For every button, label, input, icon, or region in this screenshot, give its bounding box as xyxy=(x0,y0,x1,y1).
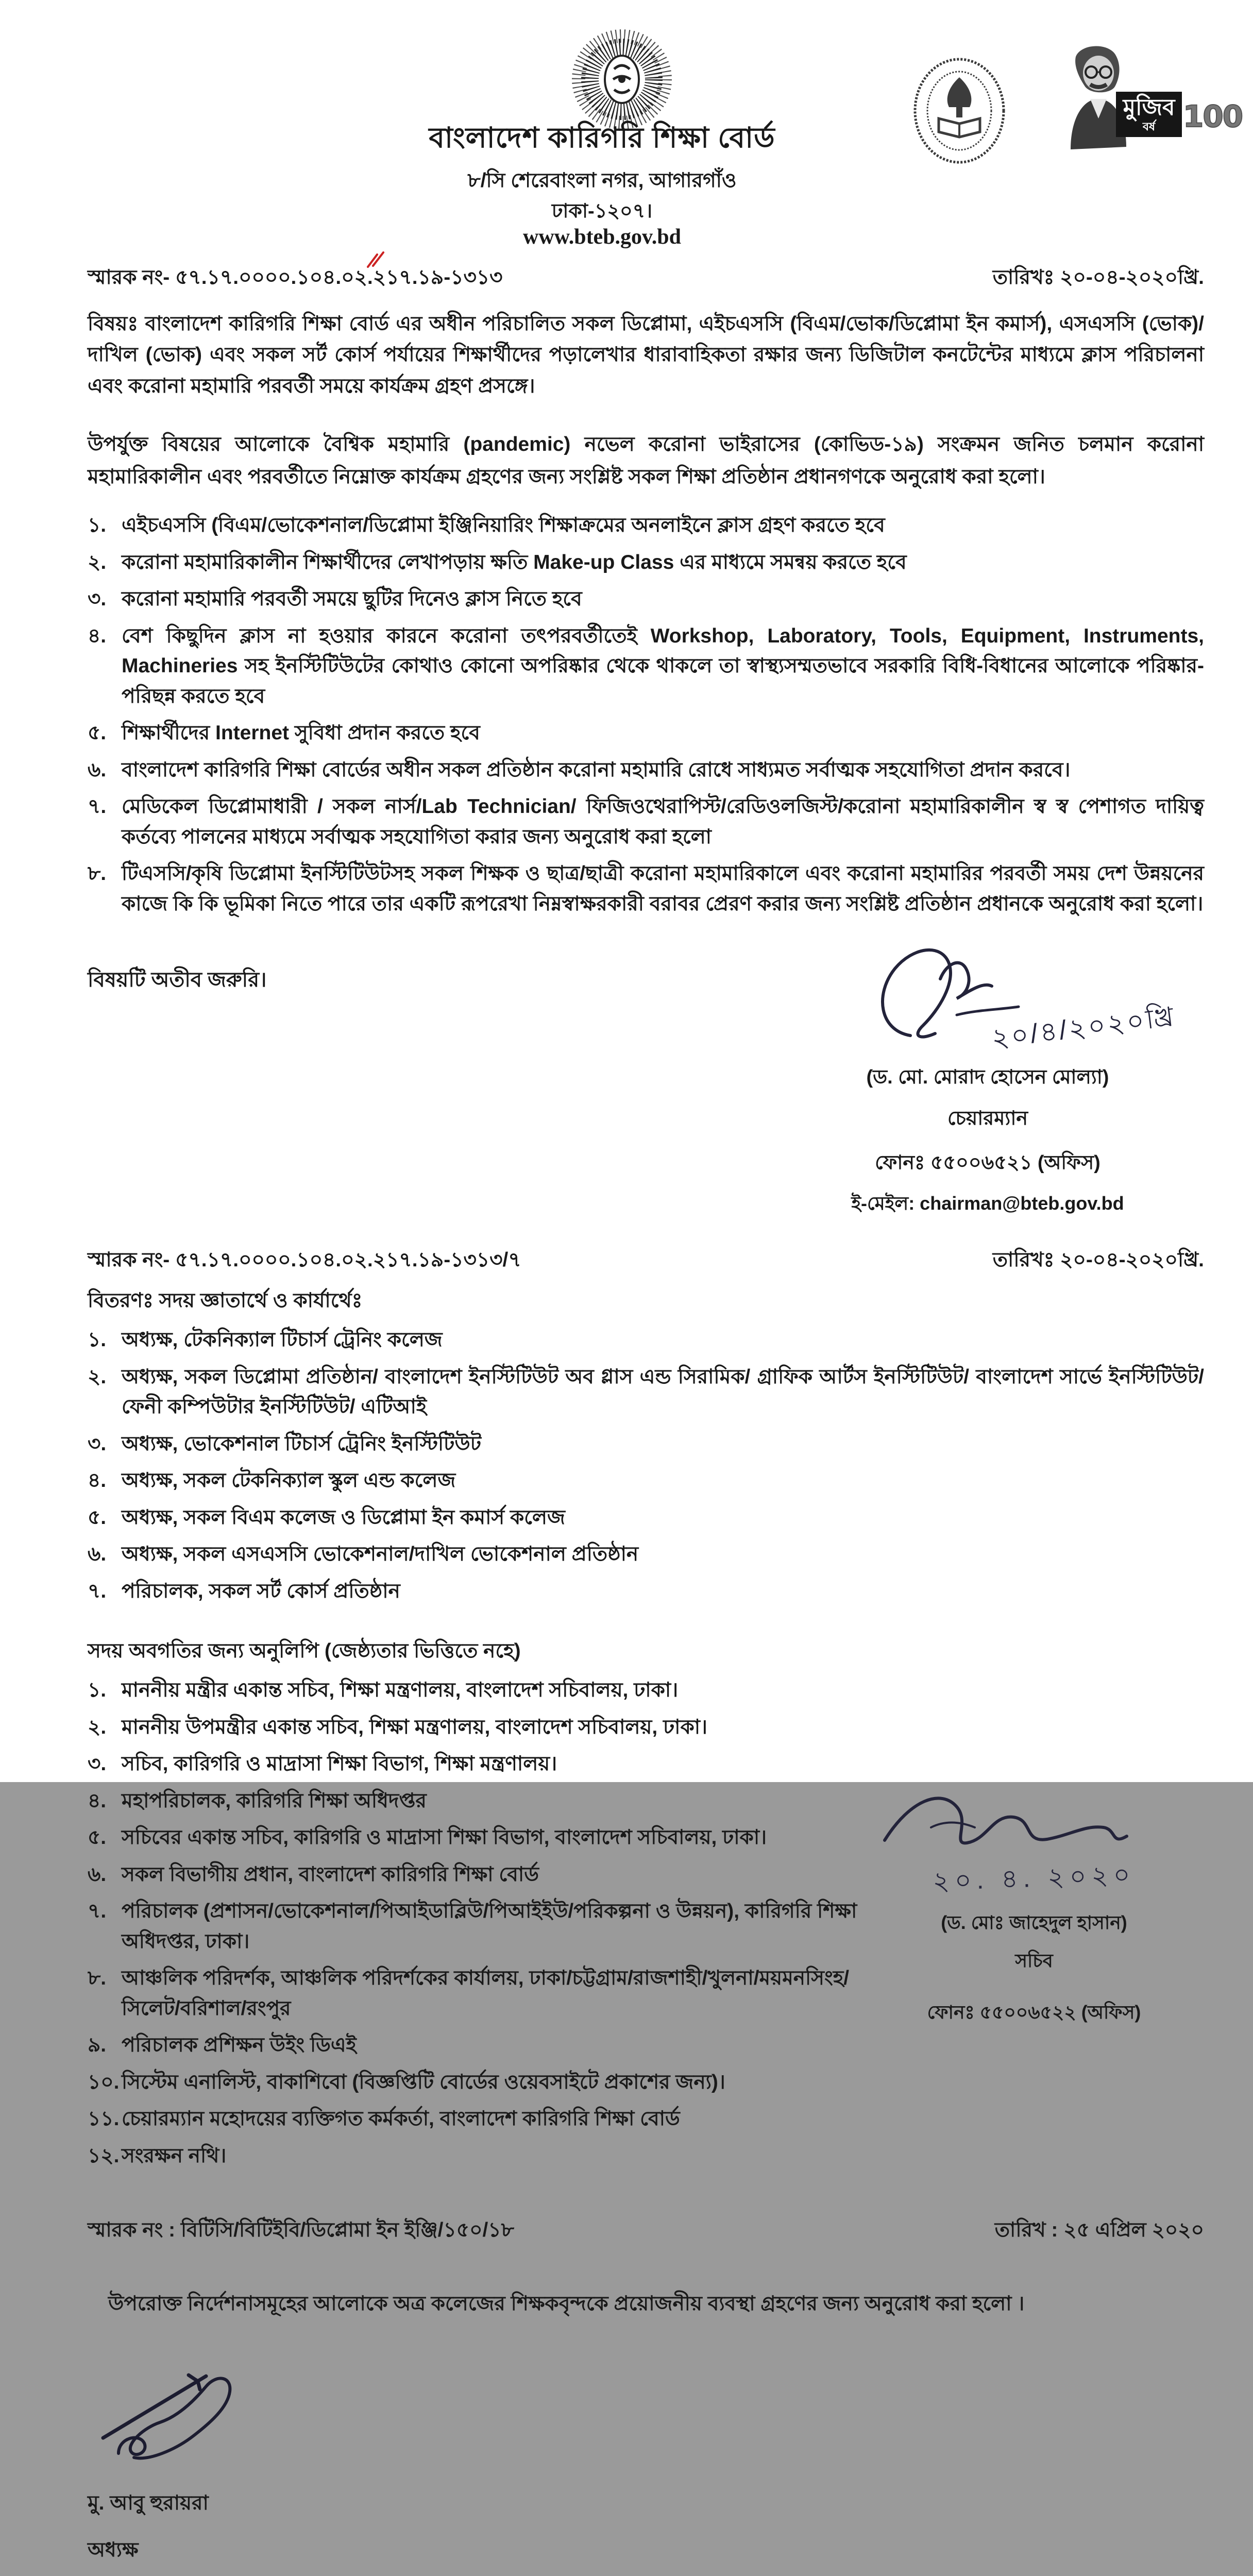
distribution-item xyxy=(88,1466,1204,1496)
copy-number: ৩. xyxy=(88,1753,107,1775)
directive-number: ৭. xyxy=(88,795,107,818)
copies-list xyxy=(88,1675,860,2171)
memo-row-2 xyxy=(88,1244,1204,1278)
secretary-signature xyxy=(869,1778,1137,1866)
copy-item xyxy=(88,2104,860,2134)
mujib-100-number: 100 xyxy=(1183,99,1243,134)
education-board-emblem-icon xyxy=(912,56,1007,166)
copy-number: ৬. xyxy=(88,1863,107,1886)
copy-item xyxy=(88,1675,860,1706)
subject-line: বিষয়ঃ বাংলাদেশ কারিগরি শিক্ষা বোর্ড এর অধীন পরিচালিত সকল ডিপ্লোমা, এইচএসসি (বিএম/ভোক/ডিপ্লোমা ইন কমার্স), এসএসসি (ভোক)/দাখিল (ভোক) এবং সকল সর্ট কোর্স পর্যায়ের শিক্ষার্থীদের পড়ালেখার ধারাবাহিকতা রক্ষার জন্য ডিজিটাল কনটেন্টের মাধ্যমে ক্লাস পরিচালনা এবং করোনা মহামারি পরবর্তী সময়ে কার্যক্রম গ্রহণ প্রসঙ্গে। xyxy=(88,313,1204,397)
distribution-item xyxy=(88,1577,1204,1607)
red-tick-mark xyxy=(366,251,386,269)
principal-title: অধ্যক্ষ xyxy=(88,2539,139,2562)
memo-number-3: স্মারক নং : বিটিসি/বিটিইবি/ডিপ্লোমা ইন ইঞ্জি/১৫০/১৮ xyxy=(88,2219,514,2242)
memo-date-1: তারিখঃ ২০-০৪-২০২০খ্রি. xyxy=(992,266,1204,289)
distribution-item xyxy=(88,1503,1204,1533)
directive-text: বাংলাদেশ কারিগরি শিক্ষা বোর্ডের অধীন সকল প্রতিষ্ঠান করোনা মহামারি রোধে সাধ্যমত সর্বাত্মক সহযোগিতা প্রদান করবে। xyxy=(122,758,1071,781)
copy-number: ৫. xyxy=(88,1826,107,1849)
distribution-item xyxy=(88,1539,1204,1570)
directive-item xyxy=(88,621,1204,712)
copy-number: ২. xyxy=(88,1716,107,1738)
directive-item xyxy=(88,859,1204,919)
intro-paragraph: উপর্যুক্ত বিষয়ের আলোকে বৈশ্বিক মহামারি (pandemic) নভেল করোনা ভাইরাসের (কোভিড-১৯) সংক্রমন জনিত চলমান করোনা মহামারিকালীন এবং পরবর্তীতে নিম্নোক্ত কার্যক্রম গ্রহণের জন্য সংশ্লিষ্ট সকল শিক্ষা প্রতিষ্ঠান প্রধানগণকে অনুরোধ করা হলো। xyxy=(88,433,1204,488)
copy-item xyxy=(88,1749,860,1780)
org-website: www.bteb.gov.bd xyxy=(523,225,681,249)
mujib-word: মুজিব xyxy=(1123,95,1175,120)
secretary-title: সচিব xyxy=(1015,1950,1053,1972)
distribution-text: অধ্যক্ষ, সকল ডিপ্লোমা প্রতিষ্ঠান/ বাংলাদেশ ইনস্টিটিউট অব গ্লাস এন্ড সিরামিক/ গ্রাফিক আর্টস ইনস্টিটিউট/ বাংলাদেশ সার্ভে ইনস্টিটিউট/ ফেনী কম্পিউটার ইনস্টিটিউট/ এটিআই xyxy=(122,1365,1204,1418)
distribution-item xyxy=(88,1362,1204,1422)
chairman-signature-area xyxy=(802,933,1177,1054)
distribution-list xyxy=(88,1325,1204,1606)
directive-number: ৫. xyxy=(88,722,107,744)
chairman-title: চেয়ারম্যান xyxy=(947,1108,1028,1130)
distribution-number: ৩. xyxy=(88,1432,107,1455)
copy-text: সচিব, কারিগরি ও মাদ্রাসা শিক্ষা বিভাগ, শিক্ষা মন্ত্রণালয়। xyxy=(122,1753,557,1775)
secretary-name: (ড. মোঃ জাহেদুল হাসান) xyxy=(941,1912,1127,1934)
chairman-name: (ড. মো. মোরাদ হোসেন মোল্যা) xyxy=(866,1066,1109,1089)
distribution-number: ৫. xyxy=(88,1506,107,1529)
copy-text: মাননীয় উপমন্ত্রীর একান্ত সচিব, শিক্ষা মন্ত্রণালয়, বাংলাদেশ সচিবালয়, ঢাকা। xyxy=(122,1716,707,1738)
copy-text: পরিচালক প্রশিক্ষন উইং ডিএই xyxy=(122,2034,357,2057)
directive-item xyxy=(88,548,1204,578)
copy-item xyxy=(88,2067,860,2098)
copy-number: ১. xyxy=(88,1679,107,1702)
mujib-borsho-wordmark xyxy=(1116,92,1182,137)
directive-number: ৪. xyxy=(88,624,107,647)
copy-number: ৮. xyxy=(88,1967,107,1990)
directive-item xyxy=(88,584,1204,615)
copy-text: আঞ্চলিক পরিদর্শক, আঞ্চলিক পরিদর্শকের কার্যালয়, ঢাকা/চট্টগ্রাম/রাজশাহী/খুলনা/ময়মনসিংহ/সিলেট/বরিশাল/রংপুর xyxy=(122,1967,850,2020)
directive-text: শিক্ষার্থীদের Internet সুবিধা প্রদান করতে হবে xyxy=(122,722,480,744)
directive-text: এইচএসসি (বিএম/ভোকেশনাল/ডিপ্লোমা ইঞ্জিনিয়ারিং শিক্ষাক্রমের অনলাইনে ক্লাস গ্রহণ করতে হবে xyxy=(122,514,885,537)
principal-signature-block xyxy=(88,2355,1204,2576)
copy-item xyxy=(88,1860,860,1890)
distribution-number: ৪. xyxy=(88,1469,107,1492)
forwarding-note: উপরোক্ত নির্দেশনাসমূহের আলোকে অত্র কলেজের শিক্ষকবৃন্দকে প্রয়োজনীয় ব্যবস্থা গ্রহণের জন্য অনুরোধ করা হলো । xyxy=(108,2293,1025,2315)
mujib-borsho-logo xyxy=(1060,41,1243,162)
distribution-item xyxy=(88,1325,1204,1355)
copy-item xyxy=(88,1963,860,2024)
principal-signature xyxy=(88,2355,304,2474)
distribution-text: অধ্যক্ষ, সকল বিএম কলেজ ও ডিপ্লোমা ইন কমার্স কলেজ xyxy=(122,1506,565,1529)
copy-text: পরিচালক (প্রশাসন/ভোকেশনাল/পিআইডাব্লিউ/পিআইইউ/পরিকল্পনা ও উন্নয়ন), কারিগরি শিক্ষা অধিদপ্তর, ঢাকা। xyxy=(122,1900,857,1953)
directive-text: টিএসসি/কৃষি ডিপ্লোমা ইনস্টিটিউটসহ সকল শিক্ষক ও ছাত্র/ছাত্রী করোনা মহামারিকালে এবং করোনা মহামারির পরবর্তী সময় দেশ উন্নয়নের কাজে কি কি ভূমিকা নিতে পারে তার একটি রূপরেখা নিম্নস্বাক্ষরকারী বরাবর প্রেরণ করার জন্য সংশ্লিষ্ট প্রতিষ্ঠান প্রধানকে অনুরোধ করা হলো। xyxy=(122,862,1204,915)
distribution-text: পরিচালক, সকল সর্ট কোর্স প্রতিষ্ঠান xyxy=(122,1580,400,1602)
secretary-handwritten-date: ২০. ৪. ২০২০ xyxy=(932,1860,1136,1896)
chairman-email: ই-মেইল: chairman@bteb.gov.bd xyxy=(851,1193,1124,1214)
copy-number: ৭. xyxy=(88,1900,107,1923)
distribution-number: ৬. xyxy=(88,1543,107,1566)
memo-date-3: তারিখ : ২৫ এপ্রিল ২০২০ xyxy=(994,2219,1204,2242)
copies-section xyxy=(88,1635,1204,2171)
secretary-phone: ফোনঃ ৫৫০০৬৫২২ (অফিস) xyxy=(927,2002,1141,2023)
borsho-word: বর্ষ xyxy=(1142,120,1156,133)
copy-text: মাননীয় মন্ত্রীর একান্ত সচিব, শিক্ষা মন্ত্রণালয়, বাংলাদেশ সচিবালয়, ঢাকা। xyxy=(122,1679,679,1702)
distribution-number: ৭. xyxy=(88,1580,107,1602)
directive-text: বেশ কিছুদিন ক্লাস না হওয়ার কারনে করোনা তৎপরবর্তীতেই Workshop, Laboratory, Tools, Equipment, Instruments, Machineries সহ ইনস্টিটিউটের কোথাও কোনো অপরিষ্কার থেকে থাকলে তা স্বাস্থ্যসম্মতভাবে সরকারি বিধি-বিধানের আলোকে পরিষ্কার-পরিছন্ন করতে হবে xyxy=(122,624,1204,707)
copy-item xyxy=(88,2030,860,2061)
copy-number: ১১. xyxy=(88,2108,120,2130)
directive-text: মেডিকেল ডিপ্লোমাধারী / সকল নার্স/Lab Technician/ ফিজিওথেরাপিস্ট/রেডিওলজিস্ট/করোনা মহামারিকালীন স্ব স্ব পেশাগত দায়িত্ব কর্তব্যে পালনের মাধ্যমে সর্বাত্মক সহযোগিতা করার জন্য অনুরোধ করা হলো xyxy=(122,795,1204,848)
copy-number: ১০. xyxy=(88,2071,120,2093)
copies-heading: সদয় অবগতির জন্য অনুলিপি (জেষ্ঠ্যতার ভিত্তিতে নহে) xyxy=(88,1640,521,1663)
directive-item xyxy=(88,792,1204,852)
copy-text: সচিবের একান্ত সচিব, কারিগরি ও মাদ্রাসা শিক্ষা বিভাগ, বাংলাদেশ সচিবালয়, ঢাকা। xyxy=(122,1826,767,1849)
distribution-text: অধ্যক্ষ, সকল এসএসসি ভোকেশনাল/দাখিল ভোকেশনাল প্রতিষ্ঠান xyxy=(122,1543,639,1566)
letterhead xyxy=(88,14,1243,257)
directive-item xyxy=(88,718,1204,749)
chairman-phone: ফোনঃ ৫৫০০৬৫২১ (অফিস) xyxy=(875,1152,1100,1174)
distribution-text: অধ্যক্ষ, ভোকেশনাল টিচার্স ট্রেনিং ইনস্টিটিউট xyxy=(122,1432,482,1455)
memo-row-3 xyxy=(88,2214,1204,2248)
org-name: বাংলাদেশ কারিগরি শিক্ষা বোর্ড xyxy=(429,122,775,154)
directive-item xyxy=(88,755,1204,786)
memo-number-2: স্মারক নং- ৫৭.১৭.০০০০.১০৪.০২.২১৭.১৯-১৩১৩/৭ xyxy=(88,1249,521,1272)
directive-text: করোনা মহামারি পরবর্তী সময়ে ছুটির দিনেও ক্লাস নিতে হবে xyxy=(122,588,582,611)
distribution-heading: বিতরণঃ সদয় জ্ঞাতার্থে ও কার্যার্থেঃ xyxy=(88,1290,363,1312)
copy-text: সকল বিভাগীয় প্রধান, বাংলাদেশ কারিগরি শিক্ষা বোর্ড xyxy=(122,1863,539,1886)
org-address-line1: ৮/সি শেরেবাংলা নগর, আগারগাঁও xyxy=(467,170,737,192)
copy-text: চেয়ারম্যান মহোদয়ের ব্যক্তিগত কর্মকর্তা, বাংলাদেশ কারিগরি শিক্ষা বোর্ড xyxy=(122,2108,680,2130)
copy-item xyxy=(88,1786,860,1817)
urgent-and-signature-row xyxy=(88,933,1204,1221)
distribution-text: অধ্যক্ষ, টেকনিক্যাল টিচার্স ট্রেনিং কলেজ xyxy=(122,1329,443,1351)
memo-number-1 xyxy=(88,262,503,295)
secretary-signature-block xyxy=(869,1778,1199,2029)
copy-text: মহাপরিচালক, কারিগরি শিক্ষা অধিদপ্তর xyxy=(122,1789,427,1812)
distribution-text: অধ্যক্ষ, সকল টেকনিক্যাল স্কুল এন্ড কলেজ xyxy=(122,1469,456,1492)
memo-row-1 xyxy=(88,262,1204,295)
copy-number: ৯. xyxy=(88,2034,107,2057)
principal-name: মু. আবু হুরায়রা xyxy=(88,2492,209,2515)
chairman-signature-block xyxy=(802,933,1177,1221)
distribution-number: ২. xyxy=(88,1365,107,1388)
org-address-line2: ঢাকা-১২০৭। xyxy=(551,200,653,222)
copy-item xyxy=(88,1713,860,1743)
distribution-item xyxy=(88,1429,1204,1460)
memo-date-2: তারিখঃ ২০-০৪-২০২০খ্রি. xyxy=(992,1249,1204,1272)
urgent-note: বিষয়টি অতীব জরুরি। xyxy=(88,969,267,992)
copy-text: সিস্টেম এনালিস্ট, বাকাশিবো (বিজ্ঞপ্তিটি বোর্ডের ওয়েবসাইটে প্রকাশের জন্য)। xyxy=(122,2071,725,2093)
directive-text: করোনা মহামারিকালীন শিক্ষার্থীদের লেখাপড়ায় ক্ষতি Make-up Class এর মাধ্যমে সমন্বয় করতে হবে xyxy=(122,551,907,573)
copy-item xyxy=(88,1896,860,1957)
directive-item xyxy=(88,511,1204,541)
copy-item xyxy=(88,2141,860,2172)
directive-number: ২. xyxy=(88,551,107,573)
distribution-number: ১. xyxy=(88,1329,107,1351)
copy-item xyxy=(88,1823,860,1853)
chairman-handwritten-date: ২০/৪/২০২০খ্রি xyxy=(990,1002,1177,1054)
directive-number: ৮. xyxy=(88,862,107,885)
directives-list xyxy=(88,511,1204,919)
copy-text: সংরক্ষন নথি। xyxy=(122,2144,227,2167)
directive-number: ৩. xyxy=(88,588,107,611)
memo-number-1-text: স্মারক নং- ৫৭.১৭.০০০০.১০৪.০২.২১৭.১৯-১৩১৩ xyxy=(88,266,503,289)
directive-number: ১. xyxy=(88,514,107,537)
copy-number: ৪. xyxy=(88,1789,107,1812)
copy-number: ১২. xyxy=(88,2144,120,2167)
directive-number: ৬. xyxy=(88,758,107,781)
